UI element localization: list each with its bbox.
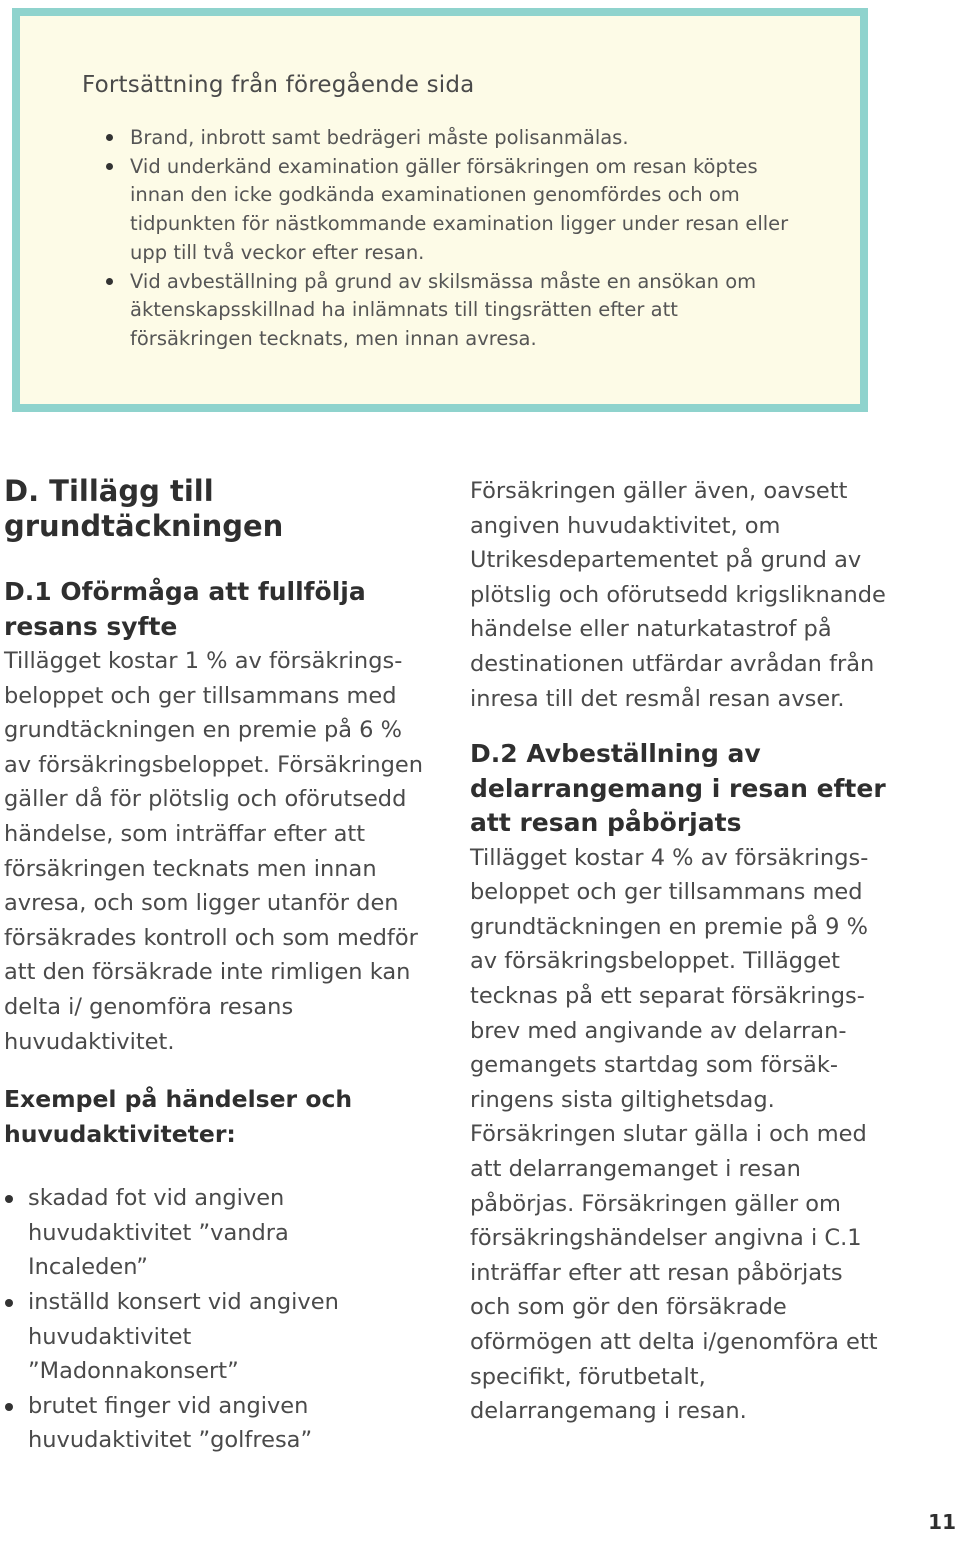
box-bullet-list (82, 124, 802, 354)
list-item (4, 1389, 348, 1458)
d2-title: D.2 Avbeställning av delarrangemang i resan efter att resan påbörjats (470, 739, 886, 838)
page-number: 11 (928, 1510, 956, 1534)
list-item-text: brutet finger vid angiven huvudaktivitet ”golfresa” (28, 1392, 313, 1454)
continuation-box (12, 8, 868, 412)
list-item-text: skadad fot vid angiven huvudaktivitet ”vandra Incaleden” (28, 1185, 289, 1281)
examples-list (4, 1181, 344, 1458)
list-item (82, 153, 802, 268)
list-item-text: inställd konsert vid angiven huvudaktivitet ”Madonnakonsert” (28, 1288, 339, 1385)
d2-body: Tillägget kostar 4 % av försäkringsbeloppet och ger tillsammans med grundtäckningen en premie på 9 % av försäkringsbeloppet. Tillägget tecknas på ett separat försäkringsbrev med angivande av delarrangemangets startdag som försäkringens sista giltighetsdag. Försäkringen slutar gälla i och med att delarrangemanget i resan påbörjas. Försäkringen gäller om försäkringshändelser angivna i C.1 inträffar efter att resan påbörjats och som gör den försäkrade oförmögen att delta i/genomföra ett specifikt, förutbetalt, delarrangemang i resan. (470, 844, 878, 1425)
bullet-icon (106, 134, 113, 141)
bullet-icon (5, 1299, 13, 1307)
section-title: D. Tillägg till grundtäckningen (4, 474, 284, 543)
right-column (470, 474, 910, 1429)
d1-continuation: Försäkringen gäller även, oavsett angiven huvudaktivitet, om Utrikesdepartementet på grund av plötslig och oförutsedd krigsliknande händelse eller naturkatastrof på destinationen utfärdar avrådan från inresa till det resmål resan avser. (470, 478, 886, 712)
list-item-text: Vid underkänd examination gäller försäkringen om resan köptes innan den icke godkända examinationen genomfördes och om tidpunkten för nästkommande examination ligger under resan eller upp till två veckor efter resan. (130, 154, 789, 264)
list-item (4, 1181, 344, 1285)
list-item-text: Vid avbeställning på grund av skilsmässa måste en ansökan om äktenskapsskillnad ha inlämnats till tingsrätten efter att försäkringen tecknats, men innan avresa. (130, 269, 757, 350)
list-item (82, 124, 802, 153)
bullet-icon (5, 1403, 13, 1411)
list-item-text: Brand, inbrott samt bedrägeri måste polisanmälas. (130, 126, 629, 149)
continuation-heading: Fortsättning från föregående sida (82, 72, 475, 98)
left-column (4, 474, 434, 1458)
bullet-icon (5, 1195, 13, 1203)
examples-heading: Exempel på händelser och huvudaktiviteter: (4, 1085, 353, 1148)
list-item (4, 1285, 348, 1389)
list-item (82, 268, 802, 354)
bullet-icon (106, 278, 113, 285)
d1-title: D.1 Oförmåga att fullfölja resans syfte (4, 577, 366, 641)
d1-body: Tillägget kostar 1 % av försäkringsbeloppet och ger tillsammans med grundtäckningen en premie på 6 % av försäkringsbeloppet. Försäkringen gäller då för plötslig och oförutsedd händelse, som inträffar efter att försäkringen tecknats men innan avresa, och som ligger utanför den försäkrades kontroll och som medför att den försäkrade inte rimligen kan delta i/ genomföra resans huvudaktivitet. (4, 648, 424, 1055)
bullet-icon (106, 163, 113, 170)
